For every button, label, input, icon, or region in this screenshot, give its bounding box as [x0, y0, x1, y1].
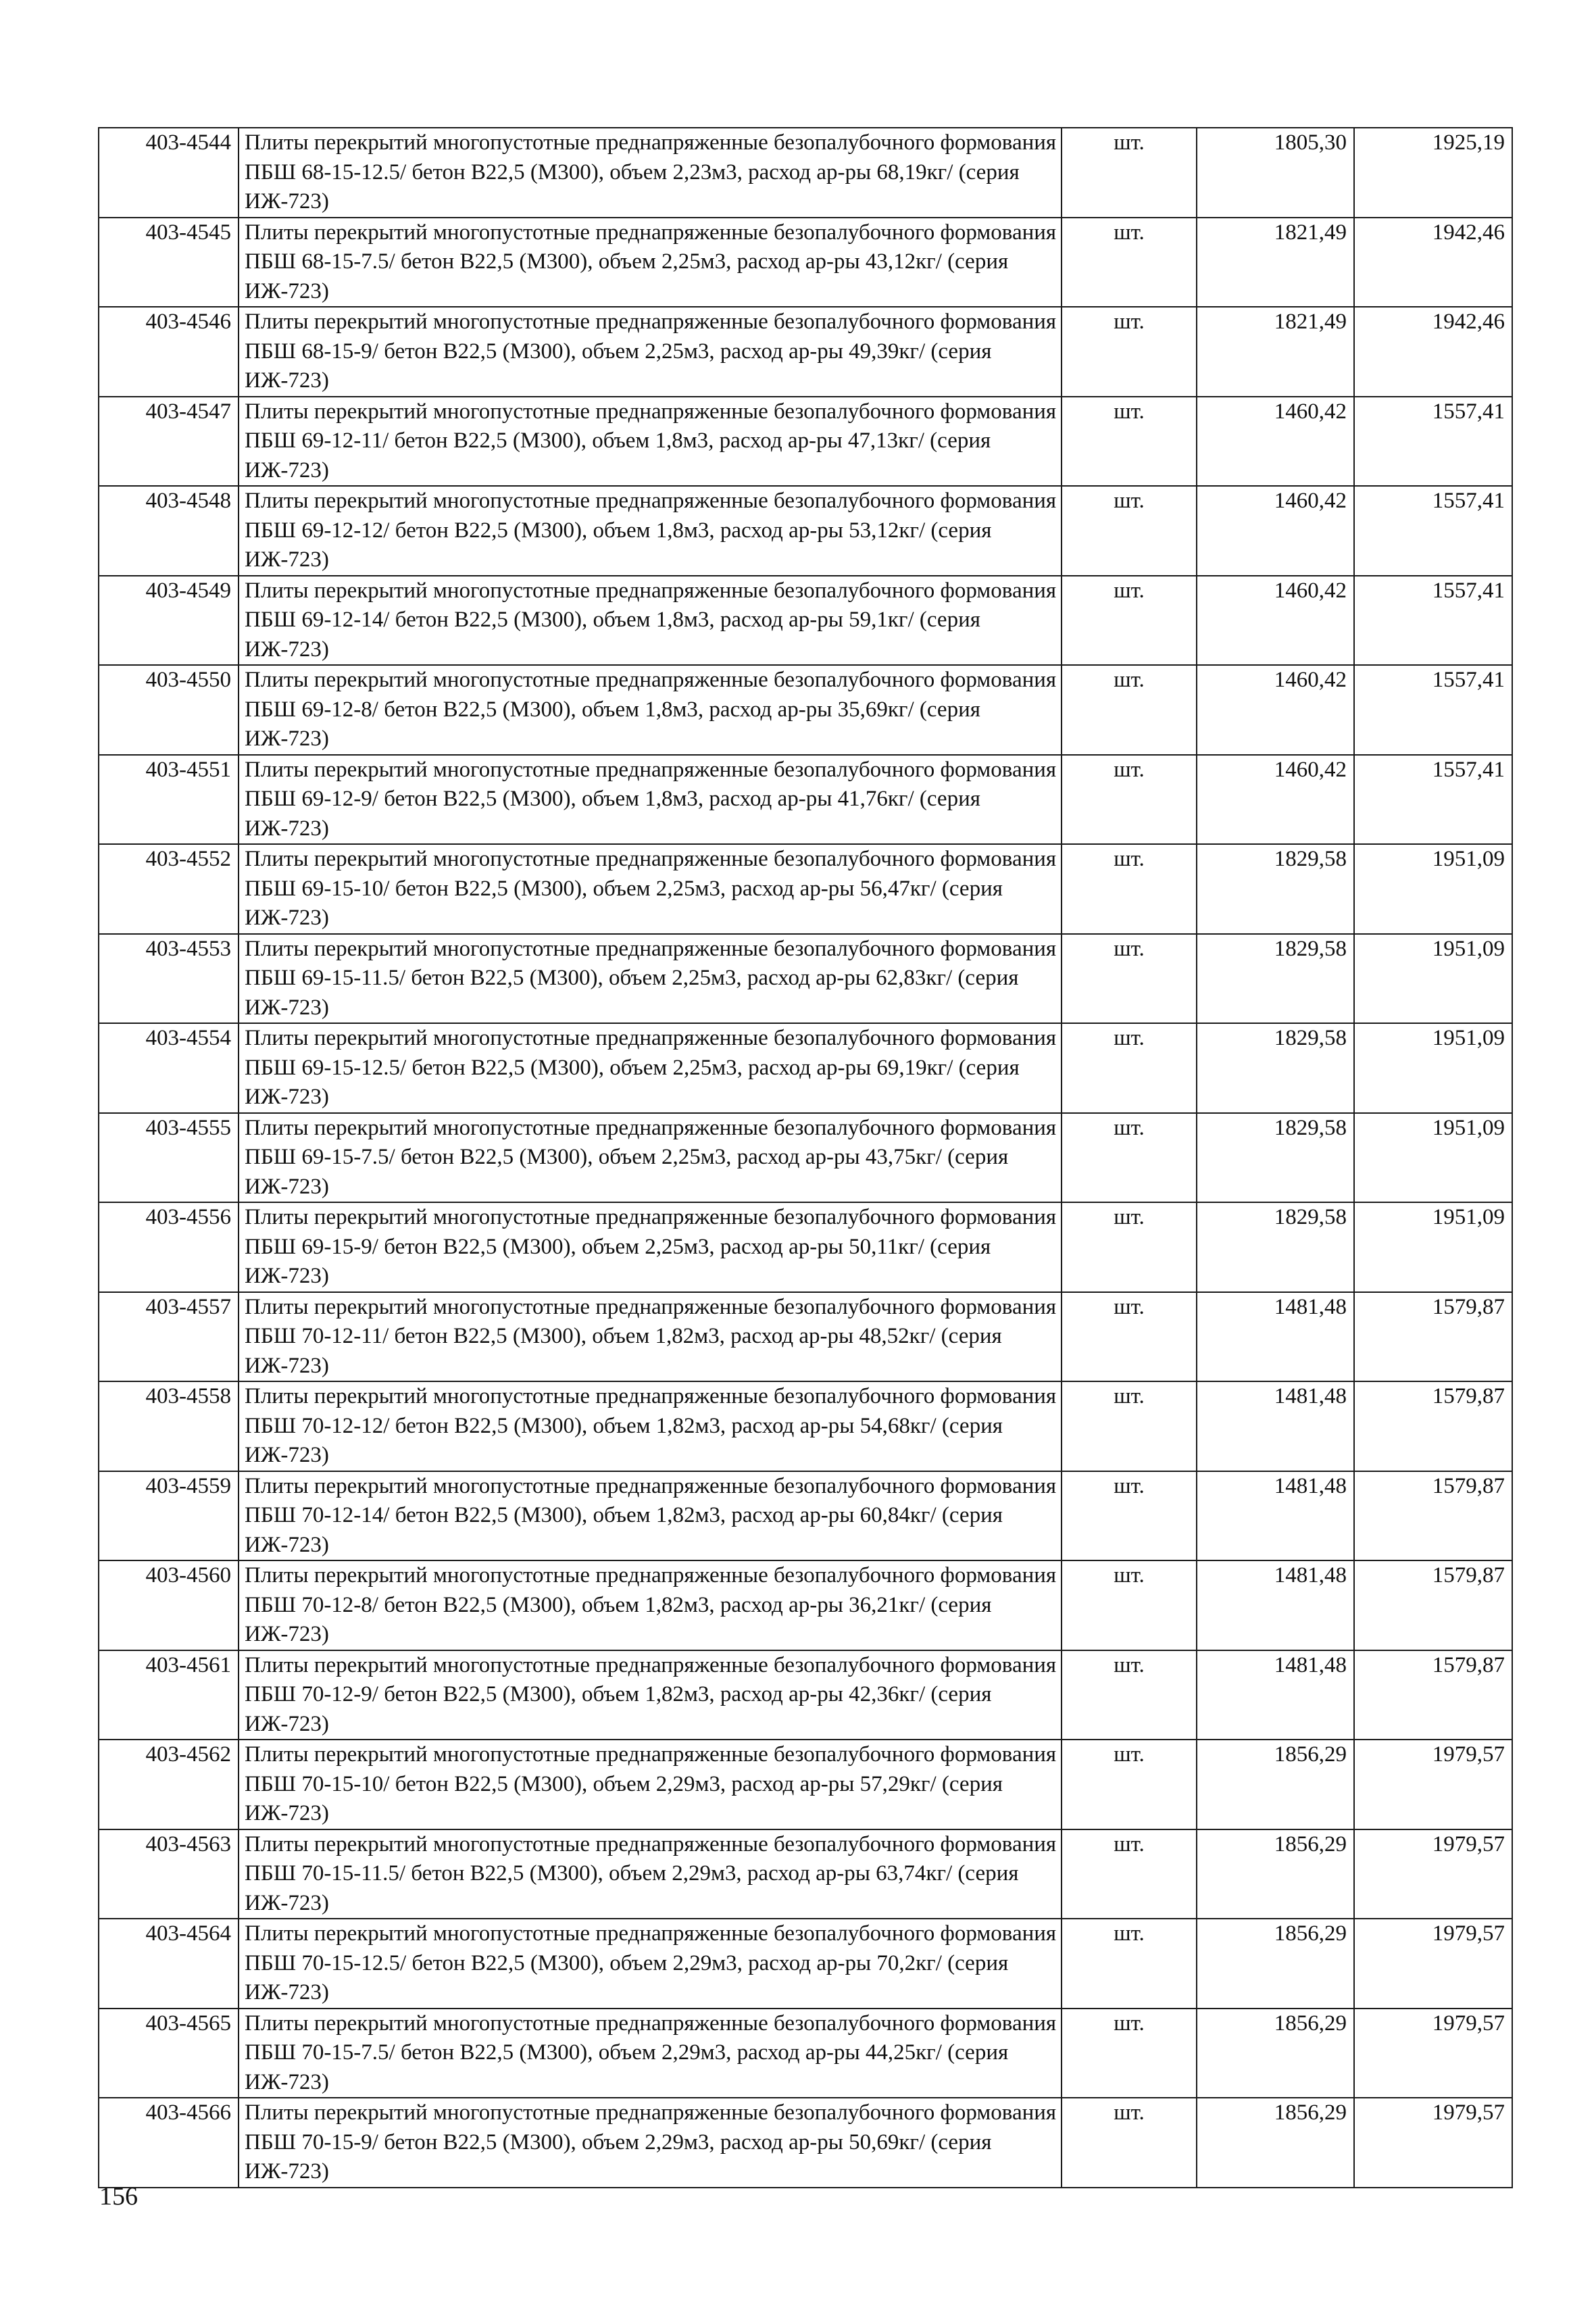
row-price-cell: 1829,58 — [1197, 1023, 1354, 1113]
price-table — [98, 127, 1513, 2188]
row-price-total-cell: 1579,87 — [1354, 1650, 1512, 1740]
row-code-cell: 403-4556 — [99, 1202, 239, 1292]
table-row — [99, 1650, 1512, 1740]
table-row — [99, 1740, 1512, 1829]
row-price-total-cell: 1979,57 — [1354, 1740, 1512, 1829]
row-price-total-cell: 1951,09 — [1354, 1023, 1512, 1113]
row-price-cell: 1829,58 — [1197, 1113, 1354, 1203]
row-unit-cell: шт. — [1062, 1023, 1197, 1113]
row-price-total-cell: 1579,87 — [1354, 1560, 1512, 1650]
row-code-cell: 403-4550 — [99, 665, 239, 755]
row-price-total-cell: 1942,46 — [1354, 307, 1512, 397]
row-price-cell: 1460,42 — [1197, 397, 1354, 487]
row-code-cell: 403-4565 — [99, 2009, 239, 2098]
row-price-total-cell: 1951,09 — [1354, 1113, 1512, 1203]
row-price-cell: 1460,42 — [1197, 486, 1354, 576]
table-row — [99, 1829, 1512, 1919]
row-price-total-cell: 1579,87 — [1354, 1292, 1512, 1382]
row-unit-cell: шт. — [1062, 486, 1197, 576]
row-description-cell: Плиты перекрытий многопустотные преднапряженные безопалубочного формования ПБШ 69-15-7.5/ бетон В22,5 (М300), объем 2,25м3, расход ар-ры 43,75кг/ (серия ИЖ-723) — [239, 1113, 1062, 1203]
table-row — [99, 1471, 1512, 1561]
row-description-cell: Плиты перекрытий многопустотные преднапряженные безопалубочного формования ПБШ 69-12-14/ бетон В22,5 (М300), объем 1,8м3, расход ар-ры 59,1кг/ (серия ИЖ-723) — [239, 576, 1062, 666]
table-row — [99, 844, 1512, 934]
row-price-total-cell: 1951,09 — [1354, 934, 1512, 1024]
table-row — [99, 128, 1512, 218]
row-description-cell: Плиты перекрытий многопустотные преднапряженные безопалубочного формования ПБШ 70-15-7.5/ бетон В22,5 (М300), объем 2,29м3, расход ар-ры 44,25кг/ (серия ИЖ-723) — [239, 2009, 1062, 2098]
row-code-cell: 403-4549 — [99, 576, 239, 666]
row-price-cell: 1821,49 — [1197, 307, 1354, 397]
row-code-cell: 403-4551 — [99, 755, 239, 845]
row-description-cell: Плиты перекрытий многопустотные преднапряженные безопалубочного формования ПБШ 70-12-8/ бетон В22,5 (М300), объем 1,82м3, расход ар-ры 36,21кг/ (серия ИЖ-723) — [239, 1560, 1062, 1650]
row-price-total-cell: 1951,09 — [1354, 844, 1512, 934]
table-row — [99, 2009, 1512, 2098]
row-unit-cell: шт. — [1062, 1471, 1197, 1561]
row-description-cell: Плиты перекрытий многопустотные преднапряженные безопалубочного формования ПБШ 70-12-14/ бетон В22,5 (М300), объем 1,82м3, расход ар-ры 60,84кг/ (серия ИЖ-723) — [239, 1471, 1062, 1561]
row-description-cell: Плиты перекрытий многопустотные преднапряженные безопалубочного формования ПБШ 70-15-11.5/ бетон В22,5 (М300), объем 2,29м3, расход ар-ры 63,74кг/ (серия ИЖ-723) — [239, 1829, 1062, 1919]
table-row — [99, 1113, 1512, 1203]
row-code-cell: 403-4552 — [99, 844, 239, 934]
row-description-cell: Плиты перекрытий многопустотные преднапряженные безопалубочного формования ПБШ 69-12-8/ бетон В22,5 (М300), объем 1,8м3, расход ар-ры 35,69кг/ (серия ИЖ-723) — [239, 665, 1062, 755]
table-row — [99, 755, 1512, 845]
table-row — [99, 218, 1512, 307]
row-description-cell: Плиты перекрытий многопустотные преднапряженные безопалубочного формования ПБШ 70-15-12.5/ бетон В22,5 (М300), объем 2,29м3, расход ар-ры 70,2кг/ (серия ИЖ-723) — [239, 1919, 1062, 2009]
row-price-cell: 1856,29 — [1197, 1829, 1354, 1919]
table-row — [99, 486, 1512, 576]
row-unit-cell: шт. — [1062, 665, 1197, 755]
page-number: 156 — [99, 2182, 138, 2211]
row-unit-cell: шт. — [1062, 934, 1197, 1024]
row-unit-cell: шт. — [1062, 2098, 1197, 2188]
row-price-cell: 1460,42 — [1197, 755, 1354, 845]
row-unit-cell: шт. — [1062, 1560, 1197, 1650]
row-description-cell: Плиты перекрытий многопустотные преднапряженные безопалубочного формования ПБШ 70-15-10/ бетон В22,5 (М300), объем 2,29м3, расход ар-ры 57,29кг/ (серия ИЖ-723) — [239, 1740, 1062, 1829]
row-price-total-cell: 1579,87 — [1354, 1471, 1512, 1561]
row-unit-cell: шт. — [1062, 307, 1197, 397]
row-price-cell: 1856,29 — [1197, 1740, 1354, 1829]
row-price-cell: 1829,58 — [1197, 934, 1354, 1024]
row-price-cell: 1829,58 — [1197, 844, 1354, 934]
row-description-cell: Плиты перекрытий многопустотные преднапряженные безопалубочного формования ПБШ 69-12-12/ бетон В22,5 (М300), объем 1,8м3, расход ар-ры 53,12кг/ (серия ИЖ-723) — [239, 486, 1062, 576]
row-price-cell: 1481,48 — [1197, 1650, 1354, 1740]
row-description-cell: Плиты перекрытий многопустотные преднапряженные безопалубочного формования ПБШ 68-15-7.5/ бетон В22,5 (М300), объем 2,25м3, расход ар-ры 43,12кг/ (серия ИЖ-723) — [239, 218, 1062, 307]
table-row — [99, 576, 1512, 666]
table-row — [99, 307, 1512, 397]
row-price-total-cell: 1557,41 — [1354, 486, 1512, 576]
row-code-cell: 403-4557 — [99, 1292, 239, 1382]
row-price-cell: 1481,48 — [1197, 1292, 1354, 1382]
row-price-total-cell: 1979,57 — [1354, 1919, 1512, 2009]
row-unit-cell: шт. — [1062, 844, 1197, 934]
row-price-cell: 1481,48 — [1197, 1471, 1354, 1561]
table-row — [99, 1919, 1512, 2009]
row-price-total-cell: 1942,46 — [1354, 218, 1512, 307]
row-code-cell: 403-4548 — [99, 486, 239, 576]
row-code-cell: 403-4561 — [99, 1650, 239, 1740]
row-price-total-cell: 1979,57 — [1354, 2098, 1512, 2188]
row-description-cell: Плиты перекрытий многопустотные преднапряженные безопалубочного формования ПБШ 69-15-9/ бетон В22,5 (М300), объем 2,25м3, расход ар-ры 50,11кг/ (серия ИЖ-723) — [239, 1202, 1062, 1292]
row-code-cell: 403-4564 — [99, 1919, 239, 2009]
table-row — [99, 397, 1512, 487]
row-code-cell: 403-4544 — [99, 128, 239, 218]
row-price-cell: 1856,29 — [1197, 2009, 1354, 2098]
row-unit-cell: шт. — [1062, 1202, 1197, 1292]
row-description-cell: Плиты перекрытий многопустотные преднапряженные безопалубочного формования ПБШ 70-15-9/ бетон В22,5 (М300), объем 2,29м3, расход ар-ры 50,69кг/ (серия ИЖ-723) — [239, 2098, 1062, 2188]
table-row — [99, 1292, 1512, 1382]
row-price-cell: 1481,48 — [1197, 1560, 1354, 1650]
row-price-cell: 1805,30 — [1197, 128, 1354, 218]
row-unit-cell: шт. — [1062, 755, 1197, 845]
row-unit-cell: шт. — [1062, 397, 1197, 487]
row-code-cell: 403-4566 — [99, 2098, 239, 2188]
row-price-total-cell: 1979,57 — [1354, 1829, 1512, 1919]
row-price-total-cell: 1557,41 — [1354, 397, 1512, 487]
row-code-cell: 403-4560 — [99, 1560, 239, 1650]
row-unit-cell: шт. — [1062, 1919, 1197, 2009]
table-row — [99, 2098, 1512, 2188]
table-row — [99, 934, 1512, 1024]
row-unit-cell: шт. — [1062, 2009, 1197, 2098]
row-description-cell: Плиты перекрытий многопустотные преднапряженные безопалубочного формования ПБШ 69-12-11/ бетон В22,5 (М300), объем 1,8м3, расход ар-ры 47,13кг/ (серия ИЖ-723) — [239, 397, 1062, 487]
row-price-total-cell: 1579,87 — [1354, 1381, 1512, 1471]
row-description-cell: Плиты перекрытий многопустотные преднапряженные безопалубочного формования ПБШ 68-15-12.5/ бетон В22,5 (М300), объем 2,23м3, расход ар-ры 68,19кг/ (серия ИЖ-723) — [239, 128, 1062, 218]
row-code-cell: 403-4558 — [99, 1381, 239, 1471]
row-unit-cell: шт. — [1062, 576, 1197, 666]
row-code-cell: 403-4547 — [99, 397, 239, 487]
row-code-cell: 403-4555 — [99, 1113, 239, 1203]
row-code-cell: 403-4563 — [99, 1829, 239, 1919]
table-body — [99, 128, 1512, 2188]
row-code-cell: 403-4546 — [99, 307, 239, 397]
table-row — [99, 1560, 1512, 1650]
row-description-cell: Плиты перекрытий многопустотные преднапряженные безопалубочного формования ПБШ 69-12-9/ бетон В22,5 (М300), объем 1,8м3, расход ар-ры 41,76кг/ (серия ИЖ-723) — [239, 755, 1062, 845]
row-description-cell: Плиты перекрытий многопустотные преднапряженные безопалубочного формования ПБШ 69-15-10/ бетон В22,5 (М300), объем 2,25м3, расход ар-ры 56,47кг/ (серия ИЖ-723) — [239, 844, 1062, 934]
row-price-cell: 1829,58 — [1197, 1202, 1354, 1292]
row-unit-cell: шт. — [1062, 1829, 1197, 1919]
row-price-cell: 1821,49 — [1197, 218, 1354, 307]
row-description-cell: Плиты перекрытий многопустотные преднапряженные безопалубочного формования ПБШ 69-15-12.5/ бетон В22,5 (М300), объем 2,25м3, расход ар-ры 69,19кг/ (серия ИЖ-723) — [239, 1023, 1062, 1113]
row-code-cell: 403-4553 — [99, 934, 239, 1024]
row-unit-cell: шт. — [1062, 1650, 1197, 1740]
row-unit-cell: шт. — [1062, 1381, 1197, 1471]
row-unit-cell: шт. — [1062, 1740, 1197, 1829]
row-price-cell: 1460,42 — [1197, 665, 1354, 755]
row-unit-cell: шт. — [1062, 1113, 1197, 1203]
row-description-cell: Плиты перекрытий многопустотные преднапряженные безопалубочного формования ПБШ 70-12-9/ бетон В22,5 (М300), объем 1,82м3, расход ар-ры 42,36кг/ (серия ИЖ-723) — [239, 1650, 1062, 1740]
table-row — [99, 1381, 1512, 1471]
row-description-cell: Плиты перекрытий многопустотные преднапряженные безопалубочного формования ПБШ 69-15-11.5/ бетон В22,5 (М300), объем 2,25м3, расход ар-ры 62,83кг/ (серия ИЖ-723) — [239, 934, 1062, 1024]
row-price-total-cell: 1557,41 — [1354, 576, 1512, 666]
row-price-cell: 1856,29 — [1197, 2098, 1354, 2188]
row-code-cell: 403-4559 — [99, 1471, 239, 1561]
table-row — [99, 1023, 1512, 1113]
row-price-cell: 1481,48 — [1197, 1381, 1354, 1471]
row-price-total-cell: 1557,41 — [1354, 665, 1512, 755]
table-row — [99, 1202, 1512, 1292]
row-code-cell: 403-4562 — [99, 1740, 239, 1829]
row-price-total-cell: 1979,57 — [1354, 2009, 1512, 2098]
row-description-cell: Плиты перекрытий многопустотные преднапряженные безопалубочного формования ПБШ 70-12-11/ бетон В22,5 (М300), объем 1,82м3, расход ар-ры 48,52кг/ (серия ИЖ-723) — [239, 1292, 1062, 1382]
row-unit-cell: шт. — [1062, 128, 1197, 218]
row-price-cell: 1460,42 — [1197, 576, 1354, 666]
row-price-cell: 1856,29 — [1197, 1919, 1354, 2009]
row-unit-cell: шт. — [1062, 1292, 1197, 1382]
row-price-total-cell: 1951,09 — [1354, 1202, 1512, 1292]
table-row — [99, 665, 1512, 755]
row-price-total-cell: 1557,41 — [1354, 755, 1512, 845]
row-unit-cell: шт. — [1062, 218, 1197, 307]
row-description-cell: Плиты перекрытий многопустотные преднапряженные безопалубочного формования ПБШ 68-15-9/ бетон В22,5 (М300), объем 2,25м3, расход ар-ры 49,39кг/ (серия ИЖ-723) — [239, 307, 1062, 397]
row-price-total-cell: 1925,19 — [1354, 128, 1512, 218]
row-code-cell: 403-4545 — [99, 218, 239, 307]
row-code-cell: 403-4554 — [99, 1023, 239, 1113]
row-description-cell: Плиты перекрытий многопустотные преднапряженные безопалубочного формования ПБШ 70-12-12/ бетон В22,5 (М300), объем 1,82м3, расход ар-ры 54,68кг/ (серия ИЖ-723) — [239, 1381, 1062, 1471]
